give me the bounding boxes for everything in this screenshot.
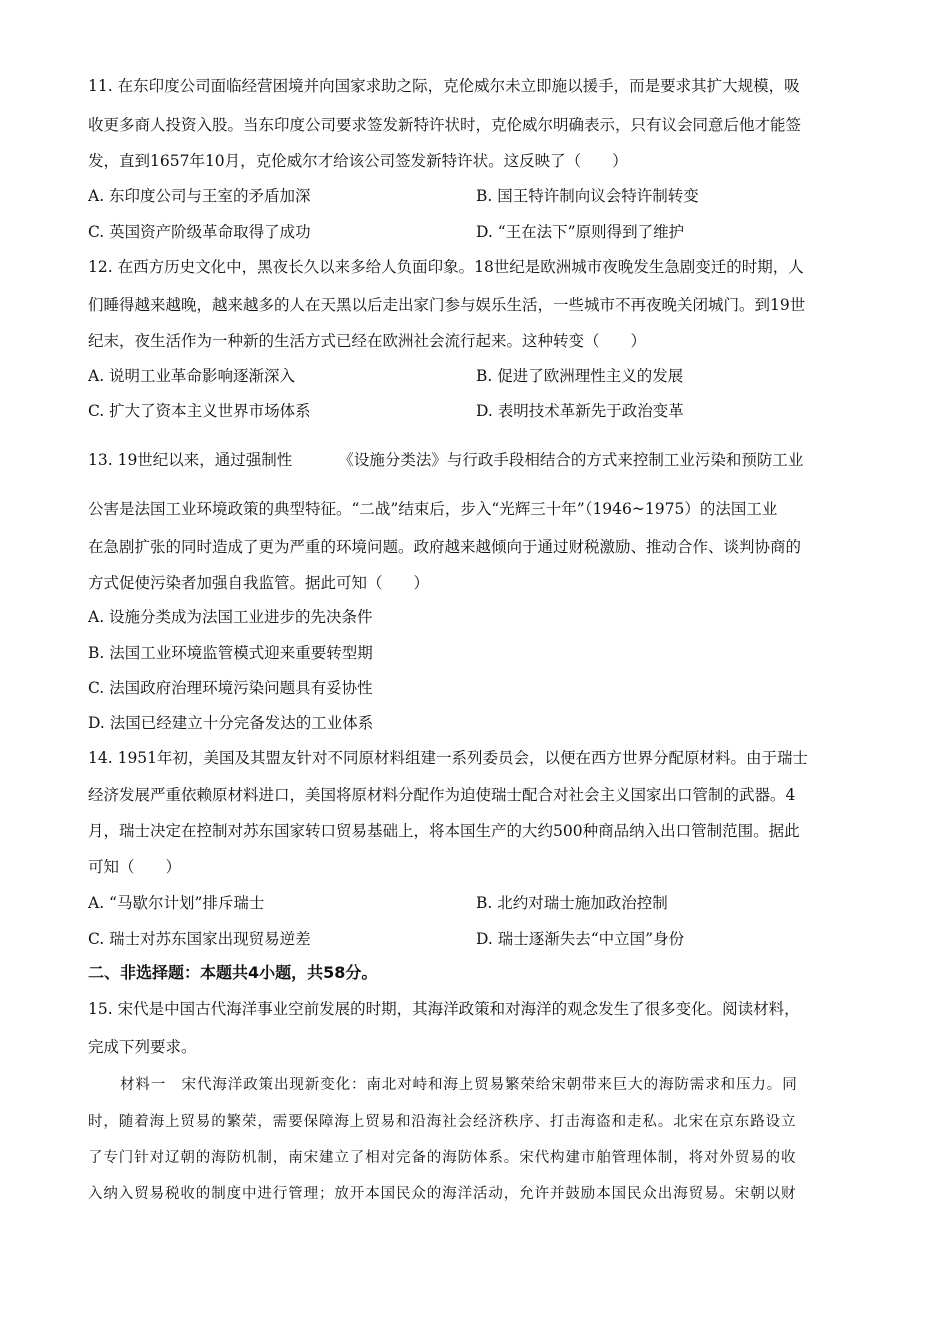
q13-line-1-start: 13. 19世纪以来，通过强制性 xyxy=(88,451,293,469)
q14-line-1: 14. 1951年初，美国及其盟友针对不同原材料组建一系列委员会，以便在西方世界分配原材料。由于瑞士 xyxy=(88,749,809,767)
q13-line-1 xyxy=(88,450,868,470)
q14-option-c: C. 瑞士对苏东国家出现贸易逆差 xyxy=(88,930,311,948)
q11-option-a: A. 东印度公司与王室的矛盾加深 xyxy=(88,187,311,205)
q11-line-1: 11. 在东印度公司面临经营困境并向国家求助之际，克伦威尔未立即施以援手，而是要求其扩大规模，吸 xyxy=(88,77,800,95)
material-line-4: 入纳入贸易税收的制度中进行管理；放开本国民众的海洋活动，允许并鼓励本国民众出海贸易。宋朝以财 xyxy=(88,1186,797,1202)
q14-option-a: A. “马歇尔计划”排斥瑞士 xyxy=(88,894,265,912)
q11-option-d: D. “王在法下”原则得到了维护 xyxy=(476,223,685,241)
q14-option-b: B. 北约对瑞士施加政治控制 xyxy=(476,894,668,912)
q13-option-a: A. 设施分类成为法国工业进步的先决条件 xyxy=(88,608,373,626)
q13-line-4: 方式促使污染者加强自我监管。据此可知（ ） xyxy=(88,574,430,592)
q12-option-d: D. 表明技术革新先于政治变革 xyxy=(476,402,684,420)
q11-line-2: 收更多商人投资入股。当东印度公司要求签发新特许状时，克伦威尔明确表示，只有议会同意后他才能签 xyxy=(88,116,802,134)
q11-line-3: 发，直到1657年10月，克伦威尔才给该公司签发新特许状。这反映了（ ） xyxy=(88,152,628,170)
q13-line-1-end: 《设施分类法》与行政手段相结合的方式来控制工业污染和预防工业 xyxy=(338,451,804,469)
material-line-2: 时，随着海上贸易的繁荣，需要保障海上贸易和沿海社会经济秩序、打击海盗和走私。北宋在京东路设立 xyxy=(88,1114,797,1130)
q11-option-b: B. 国王特许制向议会特许制转变 xyxy=(476,187,699,205)
q15-line-1: 15. 宋代是中国古代海洋事业空前发展的时期，其海洋政策和对海洋的观念发生了很多变化。阅读材料， xyxy=(88,1000,800,1018)
q14-line-3: 月，瑞士决定在控制对苏东国家转口贸易基础上，将本国生产的大约500种商品纳入出口管制范围。据此 xyxy=(88,822,800,840)
q12-line-1: 12. 在西方历史文化中，黑夜长久以来多给人负面印象。18世纪是欧洲城市夜晚发生急剧变迁的时期，人 xyxy=(88,258,804,276)
q12-option-c: C. 扩大了资本主义世界市场体系 xyxy=(88,402,311,420)
q13-option-b: B. 法国工业环境监管模式迎来重要转型期 xyxy=(88,644,373,662)
q14-line-4: 可知（ ） xyxy=(88,858,182,876)
q12-line-3: 纪末，夜生活作为一种新的生活方式已经在欧洲社会流行起来。这种转变（ ） xyxy=(88,332,647,350)
section-heading: 二、非选择题：本题共4小题，共58分。 xyxy=(88,963,378,982)
q13-line-2: 公害是法国工业环境政策的典型特征。“二战”结束后，步入“光辉三十年”（1946~1975）的法国工业 xyxy=(88,500,778,518)
q13-option-d: D. 法国已经建立十分完备发达的工业体系 xyxy=(88,714,374,732)
q14-line-2: 经济发展严重依赖原材料进口，美国将原材料分配作为迫使瑞士配合对社会主义国家出口管制的武器。4 xyxy=(88,786,796,804)
q13-option-c: C. 法国政府治理环境污染问题具有妥协性 xyxy=(88,679,373,697)
material-line-1: 材料一 宋代海洋政策出现新变化：南北对峙和海上贸易繁荣给宋朝带来巨大的海防需求和压力。同 xyxy=(120,1077,798,1093)
q13-line-3: 在急剧扩张的同时造成了更为严重的环境问题。政府越来越倾向于通过财税激励、推动合作、谈判协商的 xyxy=(88,538,802,556)
q12-option-a: A. 说明工业革命影响逐渐深入 xyxy=(88,367,296,385)
material-line-3: 了专门针对辽朝的海防机制，南宋建立了相对完备的海防体系。宋代构建市舶管理体制，将对外贸易的收 xyxy=(88,1150,797,1166)
q11-option-c: C. 英国资产阶级革命取得了成功 xyxy=(88,223,311,241)
q12-option-b: B. 促进了欧洲理性主义的发展 xyxy=(476,367,684,385)
q15-line-2: 完成下列要求。 xyxy=(88,1038,197,1056)
q12-line-2: 们睡得越来越晚，越来越多的人在天黑以后走出家门参与娱乐生活，一些城市不再夜晚关闭城门。到19世 xyxy=(88,296,806,314)
q14-option-d: D. 瑞士逐渐失去“中立国”身份 xyxy=(476,930,685,948)
